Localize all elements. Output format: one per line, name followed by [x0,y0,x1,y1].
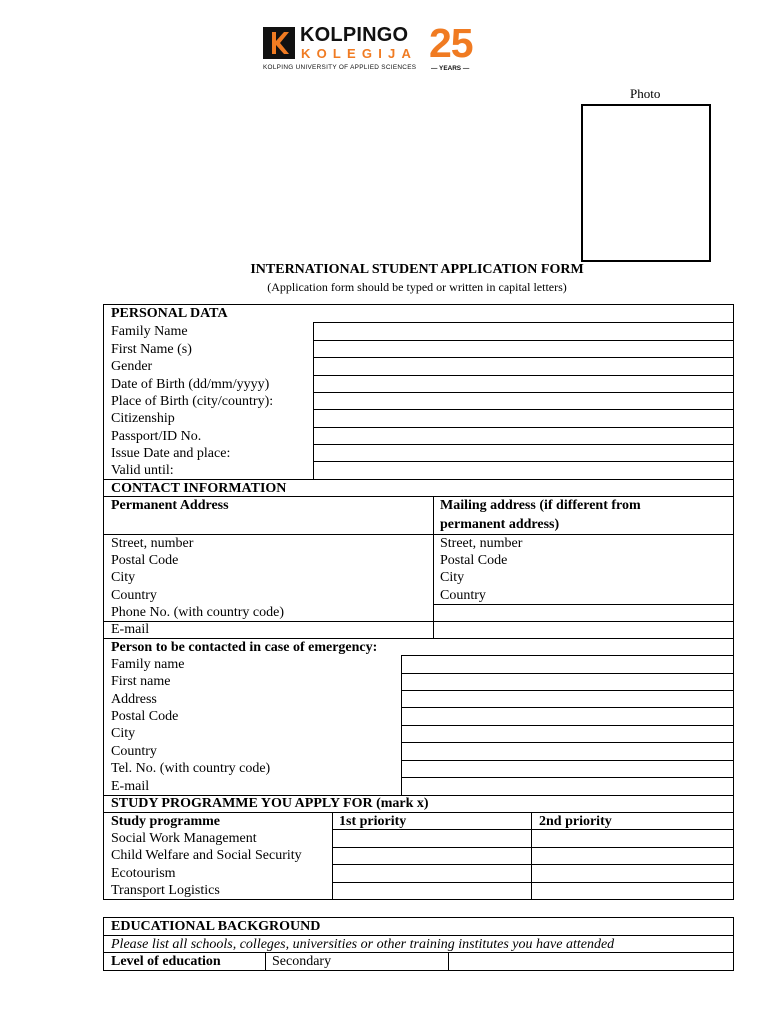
education-header: EDUCATIONAL BACKGROUND [111,919,321,934]
em-tel-field[interactable] [402,761,733,777]
mailing-address-header-line1: Mailing address (if different from [440,498,641,513]
contact-info-header: CONTACT INFORMATION [111,481,287,496]
em-postal-code-field[interactable] [402,708,733,724]
programme-transport-logistics: Transport Logistics [111,883,220,898]
mailing-address-header-line2: permanent address) [440,517,560,532]
em-address-field[interactable] [402,691,733,707]
logo-anniversary-number: 25 [429,20,473,66]
child-welfare-second-priority[interactable] [532,848,733,864]
permanent-address-field[interactable] [314,535,432,604]
social-work-first-priority[interactable] [333,830,530,846]
mailing-address-field[interactable] [500,535,733,604]
ecotourism-second-priority[interactable] [532,865,733,881]
photo-box[interactable] [581,104,711,262]
email-field[interactable] [434,622,733,638]
logo-brand-line2: KOLEGIJA [301,46,418,61]
mail-city-label: City [440,570,465,585]
passport-id-label: Passport/ID No. [111,429,202,444]
personal-data-header: PERSONAL DATA [111,306,228,321]
logo-tagline: KOLPING UNIVERSITY OF APPLIED SCIENCES [263,64,417,71]
gender-label: Gender [111,359,153,374]
perm-city-label: City [111,570,136,585]
programme-child-welfare: Child Welfare and Social Security [111,848,302,863]
level-of-education-label: Level of education [111,954,221,969]
study-programme-column: Study programme [111,814,221,829]
em-tel-label: Tel. No. (with country code) [111,761,271,776]
gender-field[interactable] [314,358,733,375]
em-postal-code-label: Postal Code [111,709,179,724]
second-priority-column: 2nd priority [539,814,612,829]
date-of-birth-label: Date of Birth (dd/mm/yyyy) [111,377,270,392]
emergency-contact-header: Person to be contacted in case of emergency: [111,640,378,655]
issue-date-place-field[interactable] [314,445,733,462]
mail-street-label: Street, number [440,536,523,551]
perm-postal-code-label: Postal Code [111,553,179,568]
place-of-birth-field[interactable] [314,393,733,410]
programme-ecotourism: Ecotourism [111,866,176,881]
mail-country-label: Country [440,588,486,603]
mail-postal-code-label: Postal Code [440,553,508,568]
k-logo-icon [263,27,295,59]
em-first-name-label: First name [111,674,171,689]
transport-logistics-first-priority[interactable] [333,883,530,899]
study-programme-header: STUDY PROGRAMME YOU APPLY FOR (mark x) [111,796,429,811]
em-email-label: E-mail [111,779,150,794]
form-title: INTERNATIONAL STUDENT APPLICATION FORM [250,262,584,277]
education-instruction: Please list all schools, colleges, universities or other training institutes you have attended [111,937,615,952]
first-name-label: First Name (s) [111,342,192,357]
permanent-address-header: Permanent Address [111,498,229,513]
em-family-name-label: Family name [111,657,185,672]
em-email-field[interactable] [402,778,733,794]
college-logo [263,20,488,77]
em-first-name-field[interactable] [402,674,733,690]
first-priority-column: 1st priority [339,814,407,829]
em-city-label: City [111,726,136,741]
secondary-school-field[interactable] [449,953,733,970]
passport-id-field[interactable] [314,428,733,445]
place-of-birth-label: Place of Birth (city/country): [111,394,274,409]
em-address-label: Address [111,692,157,707]
date-of-birth-field[interactable] [314,376,733,393]
family-name-field[interactable] [314,323,733,340]
phone-field[interactable] [434,605,733,621]
form-subtitle: (Application form should be typed or written in capital letters) [267,280,567,294]
citizenship-label: Citizenship [111,411,175,426]
citizenship-field[interactable] [314,410,733,427]
logo-anniversary-word: — YEARS — [431,65,470,72]
photo-label: Photo [630,86,661,101]
em-family-name-field[interactable] [402,656,733,672]
valid-until-field[interactable] [314,462,733,479]
email-label: E-mail [111,622,150,637]
em-country-field[interactable] [402,743,733,759]
transport-logistics-second-priority[interactable] [532,883,733,899]
ecotourism-first-priority[interactable] [333,865,530,881]
child-welfare-first-priority[interactable] [333,848,530,864]
perm-street-label: Street, number [111,536,194,551]
social-work-second-priority[interactable] [532,830,733,846]
family-name-label: Family Name [111,324,188,339]
perm-country-label: Country [111,588,157,603]
programme-social-work: Social Work Management [111,831,257,846]
issue-date-place-label: Issue Date and place: [111,446,231,461]
valid-until-label: Valid until: [111,463,174,478]
phone-label: Phone No. (with country code) [111,605,285,620]
em-city-field[interactable] [402,726,733,742]
em-country-label: Country [111,744,157,759]
level-secondary-value: Secondary [272,954,332,969]
logo-brand-line1: KOLPINGO [300,24,409,46]
first-name-field[interactable] [314,341,733,358]
